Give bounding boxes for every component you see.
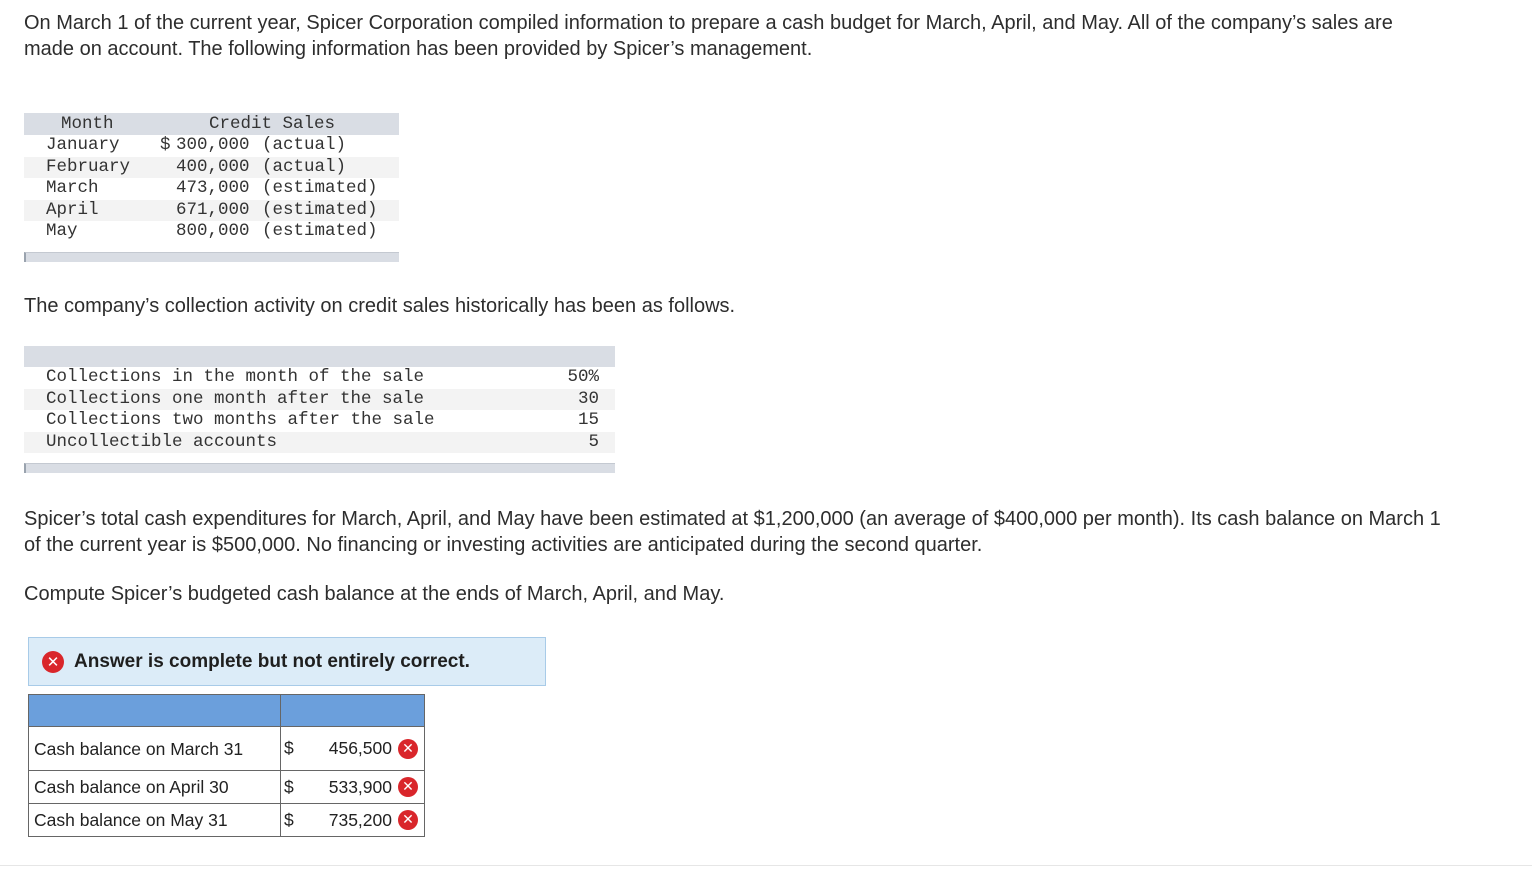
dollar-sign: $ bbox=[160, 135, 171, 155]
answer-row bbox=[29, 804, 425, 837]
collection-label: Collections two months after the sale bbox=[46, 410, 435, 431]
dollar-sign: $ bbox=[284, 809, 294, 830]
amount-cell: 473,000 bbox=[176, 178, 250, 199]
answer-value[interactable]: 456,500 bbox=[328, 738, 392, 758]
month-cell: March bbox=[46, 178, 99, 199]
note-cell: (actual) bbox=[262, 156, 347, 177]
intro-paragraph: On March 1 of the current year, Spicer Corporation compiled information to prepare a cash budget for March, April, and May. All of the company’s sales are made on account. The following information has been provided by Spicer’s management. bbox=[24, 12, 1393, 60]
month-cell: February bbox=[46, 156, 131, 177]
credit-sales-header-label: Credit Sales bbox=[209, 114, 336, 134]
note-cell: (actual) bbox=[262, 135, 347, 155]
collections-row bbox=[24, 389, 615, 411]
credit-sales-table bbox=[24, 113, 399, 262]
table-bottom-bar bbox=[24, 252, 399, 262]
credit-sales-row bbox=[24, 135, 399, 157]
month-header: Month bbox=[61, 114, 114, 134]
credit-sales-header bbox=[24, 113, 399, 135]
collection-label: Collections in the month of the sale bbox=[46, 367, 425, 387]
collection-paragraph: The company’s collection activity on credit sales historically has been as follows. bbox=[24, 295, 736, 317]
answer-status-banner bbox=[28, 637, 546, 686]
answer-label: Cash balance on March 31 bbox=[29, 727, 281, 771]
expenditures-paragraph: Spicer’s total cash expenditures for March, April, and May have been estimated at $1,200,000 (an average of $400,000 per month). Its cash balance on March 1 of the current year is $500,000. No financing or investing activities are anticipated during the second quarter. bbox=[24, 508, 1441, 556]
answer-value[interactable]: 533,900 bbox=[328, 776, 392, 797]
answer-value-cell[interactable] bbox=[281, 771, 425, 804]
note-cell: (estimated) bbox=[262, 178, 378, 199]
credit-sales-row bbox=[24, 221, 399, 243]
dollar-sign: $ bbox=[284, 738, 294, 758]
answer-header-value bbox=[281, 695, 425, 727]
collection-percent: 5 bbox=[588, 431, 599, 452]
collections-row bbox=[24, 367, 615, 389]
answer-label: Cash balance on April 30 bbox=[29, 771, 281, 804]
note-cell: (estimated) bbox=[262, 199, 378, 220]
month-cell: May bbox=[46, 221, 78, 242]
amount-cell: 300,000 bbox=[176, 135, 250, 155]
answer-value-cell[interactable] bbox=[281, 804, 425, 837]
x-icon: ✕ bbox=[398, 739, 418, 759]
table-bottom-bar bbox=[24, 463, 615, 473]
collection-percent: 50% bbox=[567, 367, 599, 387]
answer-label: Cash balance on May 31 bbox=[29, 804, 281, 837]
answer-row bbox=[29, 771, 425, 804]
dollar-sign: $ bbox=[284, 776, 294, 797]
note-cell: (estimated) bbox=[262, 221, 378, 242]
x-icon: ✕ bbox=[398, 810, 418, 830]
answer-table bbox=[28, 694, 425, 837]
answer-header-row bbox=[29, 695, 425, 727]
x-icon: ✕ bbox=[398, 777, 418, 797]
amount-cell: 671,000 bbox=[176, 199, 250, 220]
collections-table bbox=[24, 346, 615, 473]
answer-value[interactable]: 735,200 bbox=[328, 809, 392, 830]
collection-percent: 30 bbox=[577, 388, 599, 409]
amount-cell: 400,000 bbox=[176, 156, 250, 177]
collections-row bbox=[24, 432, 615, 454]
amount-cell: 800,000 bbox=[176, 221, 250, 242]
collection-label: Collections one month after the sale bbox=[46, 388, 425, 409]
answer-row bbox=[29, 727, 425, 771]
credit-sales-row bbox=[24, 178, 399, 200]
month-cell: April bbox=[46, 199, 99, 220]
credit-sales-row bbox=[24, 200, 399, 222]
collection-percent: 15 bbox=[577, 410, 599, 431]
x-icon: ✕ bbox=[42, 651, 64, 673]
answer-header-label bbox=[29, 695, 281, 727]
collections-header bbox=[24, 346, 615, 367]
credit-sales-row bbox=[24, 157, 399, 179]
question-prompt: Compute Spicer’s budgeted cash balance at the ends of March, April, and May. bbox=[24, 583, 725, 605]
footer-divider bbox=[0, 865, 1532, 866]
answer-value-cell[interactable] bbox=[281, 727, 425, 771]
collections-row bbox=[24, 410, 615, 432]
answer-status-text: Answer is complete but not entirely correct. bbox=[74, 650, 470, 672]
month-cell: January bbox=[46, 135, 120, 155]
collection-label: Uncollectible accounts bbox=[46, 431, 278, 452]
